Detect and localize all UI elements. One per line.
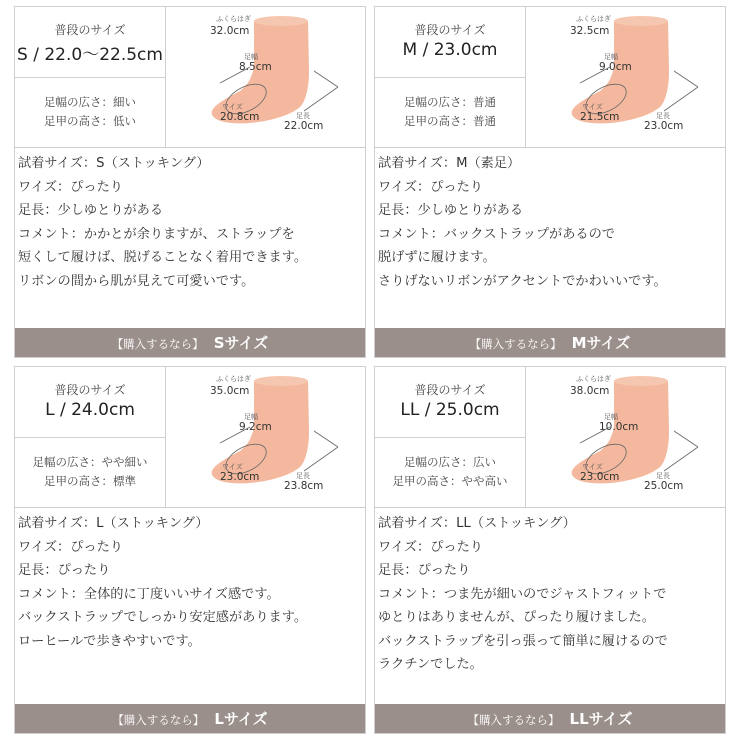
ankle-label: 足幅 — [604, 53, 618, 61]
comment-line: リボンの間から肌が見えて可愛いです。 — [18, 273, 255, 289]
comment-line: コメント：つま先が細いのでジャストフィットで — [378, 586, 667, 602]
length-value: 23.0cm — [644, 120, 684, 132]
buy-prefix: 【購入するなら】 — [467, 713, 560, 727]
calf-label: ふくらはぎ — [576, 15, 611, 23]
length-value: 23.8cm — [284, 480, 324, 492]
ankle-label: 足幅 — [244, 53, 258, 61]
calf-value: 32.5cm — [570, 25, 610, 37]
comment-line: ワイズ：ぴったり — [18, 179, 123, 195]
foot-instep-attr: 足甲の高さ：やや高い — [392, 474, 508, 488]
usual-size-value: L / 24.0cm — [45, 400, 135, 420]
foot-attributes — [375, 93, 525, 131]
ankle-value: 10.0cm — [599, 421, 639, 433]
usual-size-label: 普段のサイズ — [54, 383, 126, 397]
ankle-value: 9.2cm — [239, 421, 272, 433]
buy-prefix: 【購入するなら】 — [112, 713, 205, 727]
comment-line: ローヒールで歩きやすいです。 — [18, 633, 201, 649]
usual-size-label: 普段のサイズ — [54, 23, 126, 37]
size-card — [374, 6, 726, 358]
card-header — [15, 7, 365, 148]
length-value: 22.0cm — [284, 120, 324, 132]
ankle-label: 足幅 — [244, 413, 258, 421]
usual-size-label: 普段のサイズ — [414, 383, 486, 397]
ankle-value: 9.0cm — [599, 61, 632, 73]
buy-size: Mサイズ — [571, 334, 631, 352]
wise-label: ワイズ — [222, 103, 243, 111]
usual-size-box — [15, 7, 165, 78]
wise-value: 23.0cm — [580, 471, 620, 483]
calf-label: ふくらはぎ — [576, 375, 611, 383]
usual-size-label: 普段のサイズ — [414, 23, 486, 37]
foot-instep-attr: 足甲の高さ：普通 — [404, 114, 496, 128]
foot-instep-attr: 足甲の高さ：低い — [44, 114, 136, 128]
fitting-comment — [375, 508, 725, 677]
foot-illustration — [526, 367, 726, 507]
usual-size-value: M / 23.0cm — [402, 40, 498, 60]
foot-attributes — [15, 93, 165, 131]
foot-width-attr: 足幅の広さ：細い — [44, 95, 136, 109]
comment-line: 足長：少しゆとりがある — [18, 203, 164, 218]
length-label: 足長 — [296, 472, 310, 480]
comment-line: 試着サイズ：LL（ストッキング） — [378, 516, 576, 531]
fitting-comment — [375, 148, 725, 293]
buy-recommendation — [15, 328, 365, 357]
card-header — [375, 7, 725, 148]
usual-size-value: S / 22.0〜22.5cm — [17, 45, 163, 65]
comment-line: コメント：全体的に丁度いいサイズ感です。 — [18, 586, 280, 602]
comment-line: コメント：かかとが余りますが、ストラップを — [18, 226, 295, 242]
comment-line: ワイズ：ぴったり — [378, 179, 483, 195]
usual-size-value: LL / 25.0cm — [400, 400, 500, 420]
comment-line: 試着サイズ：M（素足） — [378, 156, 521, 171]
comment-line: ラクチンでした。 — [378, 657, 483, 672]
buy-prefix: 【購入するなら】 — [469, 337, 562, 351]
usual-size-box — [375, 367, 525, 438]
ankle-label: 足幅 — [604, 413, 618, 421]
comment-line: バックストラップでしっかり安定感があります。 — [18, 610, 308, 625]
wise-label: ワイズ — [222, 463, 243, 471]
calf-label: ふくらはぎ — [216, 15, 251, 23]
fitting-comment — [15, 508, 365, 653]
ankle-value: 8.5cm — [239, 61, 272, 73]
comment-line: 脱げずに履けます。 — [378, 250, 496, 265]
size-card — [14, 366, 366, 734]
comment-line: ワイズ：ぴったり — [18, 539, 123, 555]
comment-line: 短くして履けば、脱げることなく着用できます。 — [18, 250, 308, 265]
comment-line: 足長：少しゆとりがある — [378, 203, 524, 218]
size-info — [375, 7, 526, 147]
foot-width-attr: 足幅の広さ：やや細い — [32, 455, 148, 469]
foot-illustration — [166, 367, 366, 507]
wise-value: 23.0cm — [220, 471, 260, 483]
size-card — [14, 6, 366, 358]
comment-line: 試着サイズ：S（ストッキング） — [18, 156, 210, 171]
foot-instep-attr: 足甲の高さ：標準 — [44, 474, 136, 488]
usual-size-box — [15, 367, 165, 438]
foot-illustration — [166, 7, 366, 147]
wise-value: 20.8cm — [220, 111, 260, 123]
buy-size: LLサイズ — [569, 710, 633, 728]
buy-prefix: 【購入するなら】 — [111, 337, 204, 351]
buy-size: Lサイズ — [214, 710, 268, 728]
calf-label: ふくらはぎ — [216, 375, 251, 383]
length-label: 足長 — [296, 112, 310, 120]
length-label: 足長 — [656, 472, 670, 480]
calf-value: 38.0cm — [570, 385, 610, 397]
size-card — [374, 366, 726, 734]
fitting-comment — [15, 148, 365, 293]
comment-line: 試着サイズ：L（ストッキング） — [18, 516, 209, 531]
buy-recommendation — [375, 704, 725, 733]
comment-line: コメント：バックストラップがあるので — [378, 226, 615, 242]
foot-illustration — [526, 7, 726, 147]
foot-width-attr: 足幅の広さ：広い — [404, 455, 496, 469]
card-header — [15, 367, 365, 508]
size-info — [375, 367, 526, 507]
buy-recommendation — [15, 704, 365, 733]
calf-value: 35.0cm — [210, 385, 250, 397]
comment-line: 足長：ぴったり — [378, 563, 471, 578]
card-header — [375, 367, 725, 508]
wise-value: 21.5cm — [580, 111, 620, 123]
wise-label: ワイズ — [582, 103, 603, 111]
length-value: 25.0cm — [644, 480, 684, 492]
length-label: 足長 — [656, 112, 670, 120]
comment-line: ワイズ：ぴったり — [378, 539, 483, 555]
foot-width-attr: 足幅の広さ：普通 — [404, 95, 496, 109]
wise-label: ワイズ — [582, 463, 603, 471]
comment-line: さりげないリボンがアクセントでかわいいです。 — [378, 273, 667, 289]
usual-size-box — [375, 7, 525, 78]
size-info — [15, 7, 166, 147]
buy-size: Sサイズ — [213, 334, 269, 352]
foot-attributes — [15, 453, 165, 491]
comment-line: ゆとりはありませんが、ぴったり履けました。 — [378, 610, 655, 625]
comment-line: バックストラップを引っ張って簡単に履けるので — [378, 633, 668, 649]
size-info — [15, 367, 166, 507]
comment-line: 足長：ぴったり — [18, 563, 111, 578]
foot-attributes — [375, 453, 525, 491]
calf-value: 32.0cm — [210, 25, 250, 37]
buy-recommendation — [375, 328, 725, 357]
